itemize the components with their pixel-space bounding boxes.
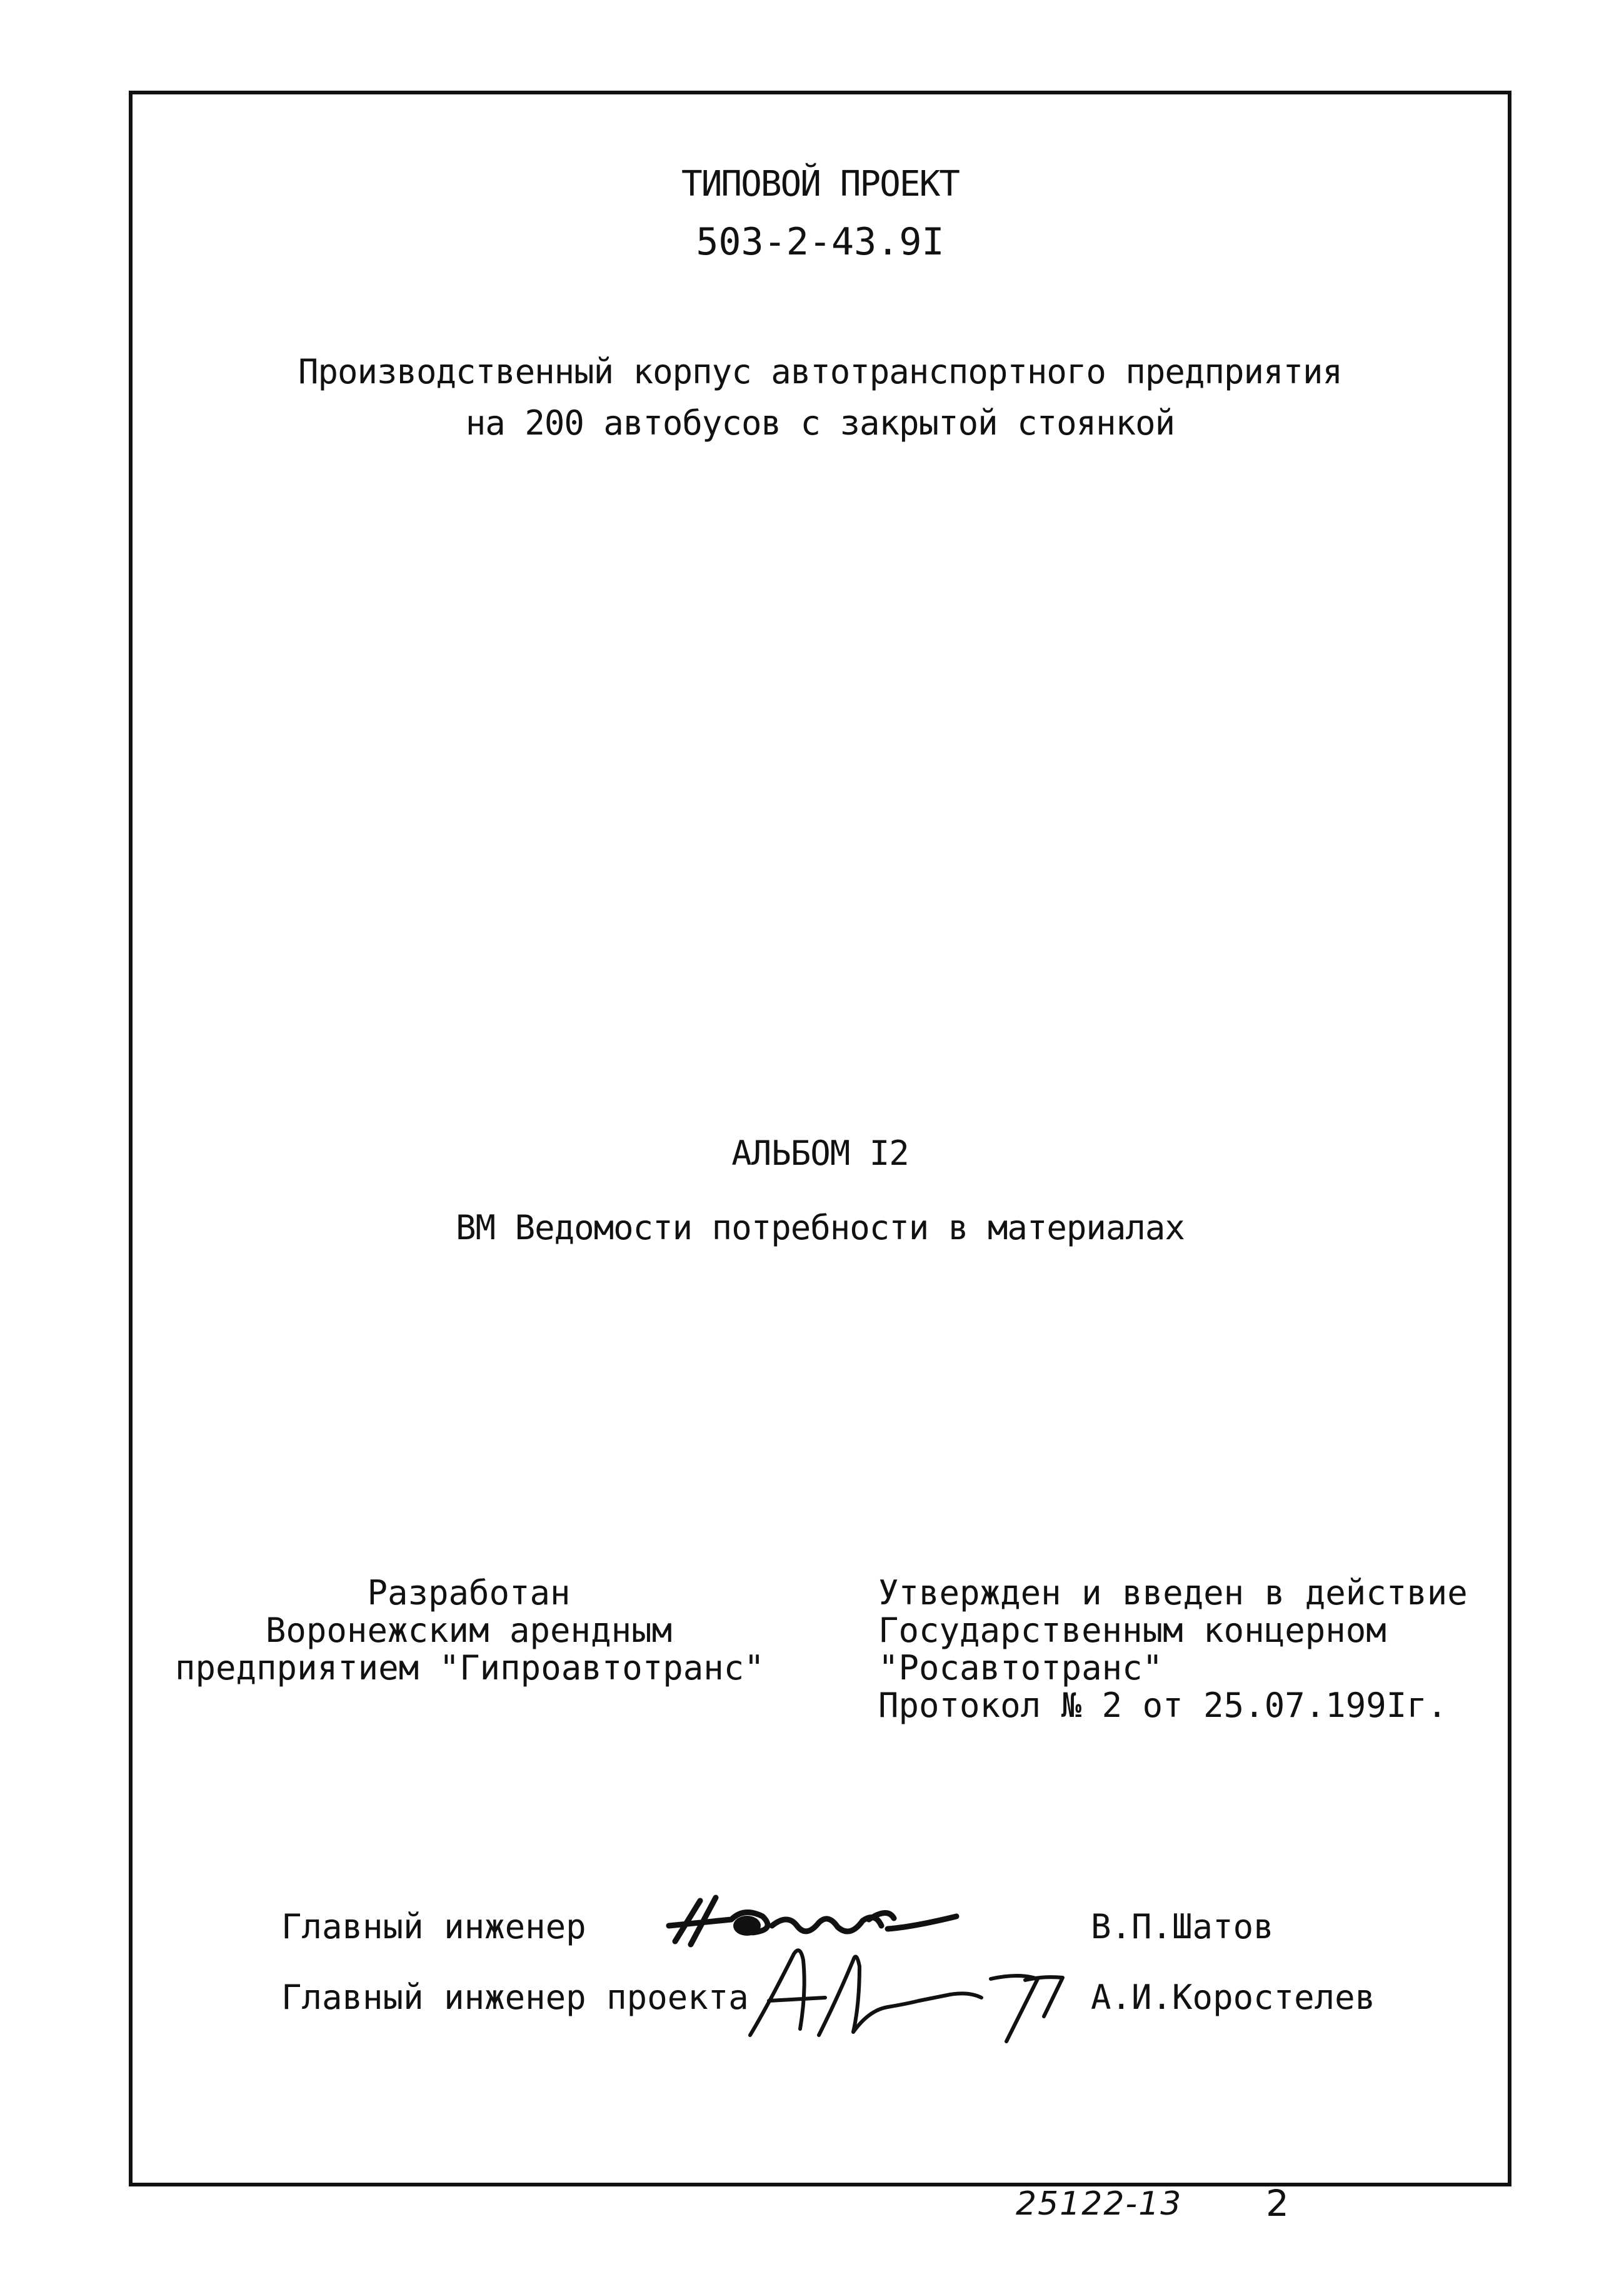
approval-line4: Протокол № 2 от 25.07.199Iг. [878,1686,1448,1725]
approval-line1: Утвержден и введен в действие [878,1573,1468,1612]
chief-engineer-name: В.П.Шатов [1091,1907,1274,1946]
developer-line1: Разработан [367,1573,571,1612]
developer-line3: предприятием "Гипроавтотранс" [175,1648,764,1688]
page-number: 2 [1266,2182,1289,2225]
album-title: АЛЬБОМ I2 [731,1134,909,1173]
developer-block [175,1574,763,1687]
project-chief-engineer-name: А.И.Коростелев [1091,1978,1376,2017]
chief-engineer-label: Главный инженер [281,1907,586,1946]
approval-line3: "Росавтотранс" [878,1648,1163,1688]
project-name-line2: на 200 автобусов с закрытой стоянкой [465,403,1175,443]
project-number: 503-2-43.9I [696,220,945,264]
project-chief-engineer-signature [744,1941,1069,2048]
approval-block [878,1574,1478,1724]
project-chief-engineer-label: Главный инженер проекта [281,1978,749,2017]
album-subtitle: ВМ Ведомости потребности в материалах [456,1208,1185,1247]
document-code: 25122-13 [1016,2185,1183,2223]
developer-line2: Воронежским арендным [265,1611,673,1650]
project-type-heading: ТИПОВОЙ ПРОЕКТ [681,164,959,204]
project-name-line1: Производственный корпус автотранспортного предприятия [298,352,1343,391]
approval-line2: Государственным концерном [878,1611,1386,1650]
